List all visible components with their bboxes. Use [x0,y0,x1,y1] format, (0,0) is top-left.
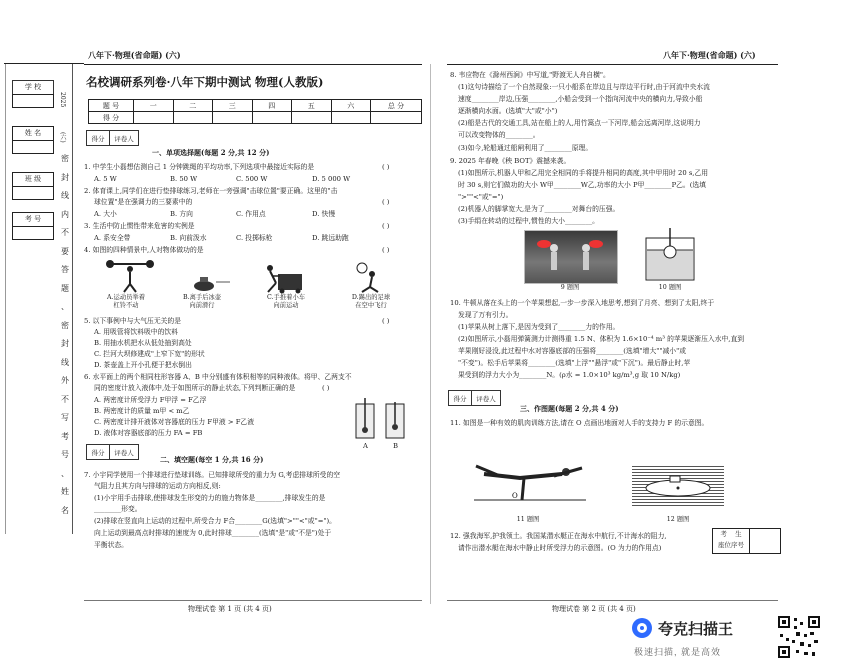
score-reviewer-box-2 [86,444,139,460]
reviewer-label: 评卷人 [476,394,496,403]
q8-line5: 可以改变物体的________。 [458,131,540,139]
class-field-label: 班 级 [12,172,54,187]
q4-caption-d[interactable]: D.踢出的足球 在空中飞行 [351,294,391,309]
seal-char: 、 [61,468,69,478]
q4-stem: 4. 如图的四种情景中,人对物体做功的是 [84,246,204,254]
q6-option-d[interactable]: D. 液体对容器底部的压力 FA = FB [94,429,203,437]
q7-line2: 气阻力且其方向与排球的运动方向相反,则: [94,482,221,490]
q9-line5: (3)手绢在转动的过程中,惯性的大小________。 [458,217,599,225]
q3-option-a[interactable]: A. 系安全带 [94,234,131,242]
q3-option-b[interactable]: B. 向前泼水 [170,234,207,242]
q10-line7: 果受到的浮力大小为________N。(ρ水 = 1.0×10³ kg/m³,g 取 10 N/kg) [458,371,681,379]
score-table-cell: 得 分 [89,112,134,124]
q1-stem: 1. 中学生小磊想估测自己 1 分钟跳绳的平均功率,下列选项中最接近实际的是 [84,163,315,171]
q8-line4: (2)船是古代的交通工具,站在船上的人,用竹篙点一下河岸,船会远离河岸,这说明力 [458,119,701,127]
score-input-cell[interactable] [331,112,371,124]
seal-char: 外 [61,376,69,385]
score-label: 得分 [87,131,110,145]
page-divider [430,64,431,604]
q1-option-c[interactable]: C. 500 W [236,175,268,183]
q4-answer-paren[interactable]: ( ) [382,246,390,254]
q10-line4: (2)如图所示,小磊用弹簧测力计测得重 1.5 N、体积为 1.6×10⁻⁴ m³ 的苹果逐渐压入水中,直到 [458,335,745,343]
q3-option-c[interactable]: C. 投掷标枪 [236,234,273,242]
left-footer-rule [84,600,422,601]
football-figure [357,263,378,292]
reviewer-label: 评卷人 [114,134,134,143]
seal-char: 考 [61,431,69,441]
q6-option-a[interactable]: A. 两密度计所受浮力 F甲浮 = F乙浮 [94,396,207,404]
q5-option-a[interactable]: A. 用吸管将饮料吸中的饮料 [94,328,178,336]
score-table-cell: 二 [173,100,213,112]
curling-stone-figure [194,277,230,291]
q7-line6: 向上运动到最高点时排球的速度为 0,此时排球________(选填"是"或"不是")处于 [94,529,332,537]
score-table-cell: 五 [292,100,332,112]
q7-line4: ________形变。 [94,505,142,513]
scanner-logo-icon [632,618,652,638]
fig10-caption: 10 题图 [658,284,682,291]
right-running-header: 八年下·物理(省命题) (六) [663,50,756,60]
scanner-brand: 夸克扫描王 [658,621,734,638]
seal-char: 不 [61,228,69,237]
q10-line3: (1)苹果从树上落下,是因为受到了________力的作用。 [458,323,620,331]
seal-char: 内 [61,209,69,219]
section3-heading: 三、作图题(每题 2 分,共 4 分) [520,404,619,413]
score-table-score-row [89,112,422,124]
q7-line5: (2)排球在竖直向上运动的过程中,所受合力 F合________G(选填">""<"或"=")。 [94,517,336,525]
container-b-label: B [393,442,398,450]
q6-containers-figure [352,396,412,444]
q5-option-b[interactable]: B. 用抽水机把水从低处抽到高处 [94,339,192,347]
scanner-slogan: 极速扫描, 就是高效 [634,647,722,657]
q4-caption-b[interactable]: B.离手后冰壶 向前滑行 [182,294,222,309]
name-field-label: 姓 名 [12,126,54,141]
q6-answer-paren[interactable]: ( ) [322,384,330,392]
section2-heading: 二、填空题(每空 1 分,共 16 分) [160,455,264,464]
q5-stem: 5. 以下事例中与大气压无关的是 [84,317,182,325]
section1-heading: 一、单项选择题(每题 2 分,共 12 分) [152,148,270,157]
q5-option-c[interactable]: C. 拦河大坝修建成"上窄下宽"的形状 [94,350,205,358]
score-reviewer-box-3 [448,390,501,406]
q4-caption-c[interactable]: C.手推着小车 向前运动 [266,294,306,309]
q6-stem-line1: 6. 水平面上的两个相同柱形容器 A、B 中分别盛有体积相等的同种液体。将甲、乙两支不 [84,373,352,381]
q1-option-d[interactable]: D. 5 000 W [312,175,351,183]
q7-line3: (1)小宇用手击排球,使排球发生形变的力的施力物体是________,排球发生的是 [94,494,326,502]
seal-char: 不 [61,394,69,404]
q9-line4: (2)机器人的脚掌宽大,是为了________对舞台的压强。 [458,205,620,213]
sidebar-left-line [5,64,6,534]
q10-line2: 发现了万有引力。 [458,311,513,319]
q2-answer-paren[interactable]: ( ) [382,198,390,206]
q12-line2: 请作出潜水艇在海水中静止时所受浮力的示意图。(O 为力的作用点) [458,544,662,552]
q2-stem-line1: 2. 体育课上,同学们在进行垫排球练习,老师在一旁强调"击球位置"要正确。这里的"击 [84,187,338,195]
seal-char: 名 [61,505,69,515]
q7-line1: 7. 小宇同学使用一个排球进行垫球训练。已知排球所受的重力为 G,考虑排球所受的空 [84,471,341,479]
q5-option-d[interactable]: D. 茶壶盖上开小孔便于把水倒出 [94,361,192,369]
q12-line1: 12. 强我海军,护我领土。我国某潜水艇正在海水中航行,不计海水的阻力, [450,532,667,540]
fig12-caption: 12 题图 [666,516,690,523]
q8-line6: (3)如今,轮船通过船闸利用了________原理。 [458,144,593,152]
year-text: 2025 [59,92,66,108]
q6-stem-line2: 同的密度计放入液体中,处于如图所示的静止状态,下列判断正确的是 [94,384,296,392]
score-table-cell: 四 [252,100,292,112]
q8-stem: 8. 韦应物在《滁州西涧》中写道,"野渡无人舟自横"。 [450,71,610,79]
pushing-cart-figure [267,265,302,294]
seal-char: 号 [61,450,69,459]
fig9-caption: 9 题图 [560,284,580,291]
right-footer-rule [447,600,778,601]
left-running-header: 八年下·物理(省命题) (六) [88,50,181,60]
name-field-input[interactable] [12,140,54,154]
q9-line3: ">""<"或"=") [458,193,504,201]
seal-char: 写 [61,413,69,422]
q1-option-a[interactable]: A. 5 W [94,175,117,183]
q1-answer-paren[interactable]: ( ) [382,163,390,171]
seal-char: 密 [61,320,69,330]
q11-stem: 11. 如图是一种有效的肌肉训练方法,请在 O 点画出地面对人手的支持力 F 的示意图。 [450,419,709,427]
q2-option-c[interactable]: C. 作用点 [236,210,266,218]
q10-line5: 苹果刚好浸没,此过程中水对容器底部的压强将________(选填"增大""减小"或 [458,347,687,355]
score-table-cell: 三 [213,100,253,112]
submarine-icon [632,464,724,508]
left-page-footer: 物理试卷 第 1 页 (共 4 页) [188,605,272,613]
q8-line2: 速度________岸边,压强________,小船会受到一个指向河流中央的横向力,导致小船 [458,95,703,103]
score-label: 得分 [87,445,110,459]
fig11-caption: 11 题图 [516,516,540,523]
score-table-cell: 六 [331,100,371,112]
q3-answer-paren[interactable]: ( ) [382,222,390,230]
seal-char: 题 [61,283,69,293]
q9-line2: 时 30 s,则它们做功的大小 W甲________W乙,功率的大小 P甲________P乙。(选填 [458,181,706,189]
exam-number-input[interactable] [12,226,54,240]
q8-line3: 逐渐横向水面。(选填"大"或"小") [458,107,558,115]
right-page-footer: 物理试卷 第 2 页 (共 4 页) [552,605,636,613]
q6-option-b[interactable]: B. 两密度计的质量 m甲 < m乙 [94,407,190,415]
q2-option-b[interactable]: B. 方向 [170,210,193,218]
svg-text:O: O [512,492,518,500]
robot-dancers-icon [524,230,616,282]
class-field-input[interactable] [12,186,54,200]
score-reviewer-box [86,130,139,146]
q10-line1: 10. 牛顿从落在头上的一个苹果想起,一步一步深入地思考,想到了月亮、想到了太阳,终于 [450,299,715,307]
seal-char: 密 [61,154,69,163]
score-table-cell: 总 分 [371,100,422,112]
score-table [88,99,422,124]
q3-stem: 3. 生活中防止惯性带来危害的实例是 [84,222,195,230]
exam-number-label: 考 号 [12,212,54,227]
seal-char: 姓 [61,487,69,496]
q2-option-a[interactable]: A. 大小 [94,210,117,218]
q4-caption-a[interactable]: A.运动员举着 杠铃不动 [106,294,146,309]
score-input-cell[interactable] [213,112,253,124]
seal-char: 、 [61,302,69,311]
q2-stem-line2: 球位置"是在强调力的三要素中的 [94,198,193,206]
seat-number-label: 考 生 座位序号 [712,528,750,554]
reviewer-label: 评卷人 [114,448,134,457]
q5-answer-paren[interactable]: ( ) [382,317,390,325]
q1-option-b[interactable]: B. 50 W [170,175,198,183]
q9-stem: 9. 2025 年春晚《秧 BOT》震撼来袭。 [450,157,571,165]
qr-code-icon[interactable] [776,614,822,660]
score-input-cell[interactable] [292,112,332,124]
seal-char: 线 [61,191,69,200]
school-field-input[interactable] [12,94,54,108]
seal-char: 封 [61,172,69,182]
seal-line [72,64,73,534]
q3-option-d[interactable]: D. 跳远助跑 [312,234,349,242]
score-input-cell[interactable] [252,112,292,124]
seal-char: 封 [61,339,69,348]
score-input-cell[interactable] [134,112,174,124]
q4-figures [100,258,400,294]
q2-option-d[interactable]: D. 快慢 [312,210,336,218]
score-label: 得分 [449,391,472,405]
seat-number-input[interactable] [749,528,781,554]
q9-line1: (1)如图所示,机器人甲和乙用完全相同的手将提升相同的高度,其中甲用时 20 s,乙用 [458,169,709,177]
q7-line7: 平衡状态。 [94,541,128,549]
q11-figure [470,440,590,510]
score-table-cell: 题 号 [89,100,134,112]
seal-char: 线 [61,357,69,367]
container-a-label: A [363,442,368,450]
seal-char: 答 [61,265,69,274]
score-table-header-row [89,100,422,112]
q6-option-c[interactable]: C. 两密度计排开液体对容器底的压力 F甲液 > F乙液 [94,418,255,426]
q8-line1: (1)这句诗描绘了一个自然现象:一只小船系在岸边且与岸边平行时,由于河流中央水流 [458,83,710,91]
edition-code: (六) [59,132,66,143]
weightlifter-figure [106,260,154,292]
school-field-label: 学 校 [12,80,54,95]
seal-char: 要 [61,246,69,256]
score-input-cell[interactable] [371,112,422,124]
score-table-cell: 一 [134,100,174,112]
right-header-rule [447,64,778,65]
left-header-rule [84,64,422,65]
q10-line6: "不变")。松手后苹果将________(选填"上浮""悬浮"或"下沉")。最后静止时,苹 [458,359,691,367]
score-input-cell[interactable] [173,112,213,124]
exam-title: 名校调研系列卷·八年下期中测试 物理(人教版) [86,75,324,89]
q10-figure [640,228,700,282]
